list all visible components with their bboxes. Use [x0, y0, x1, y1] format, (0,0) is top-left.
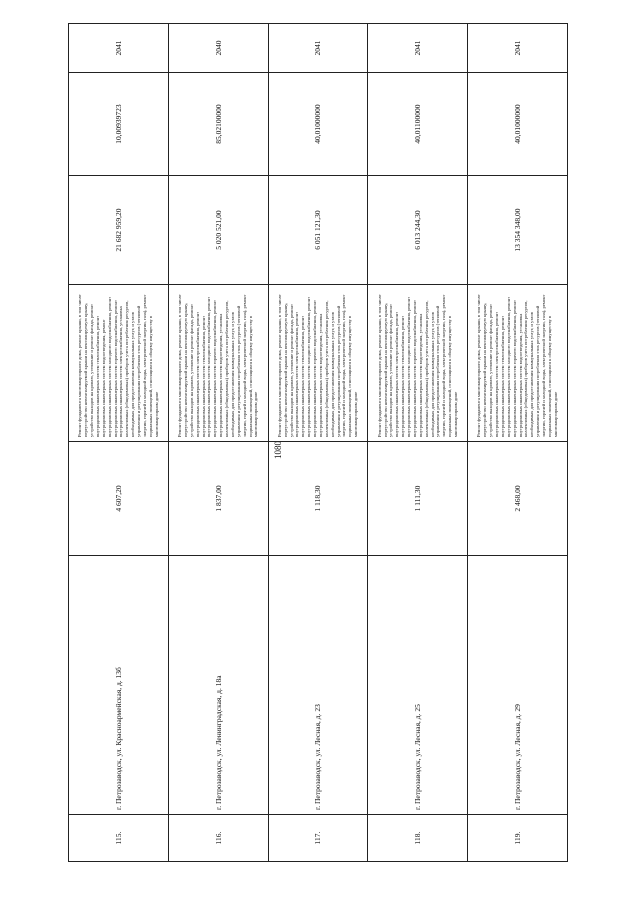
row-works: Ремонт фундамента многоквартирного дома, ремонт крыши, в том числе переустройство невентилируемой крыши на вентилируемую крышу, устройство выходов на кровлю, утепление и ремонт фасада, ремонт внутридомовых инженерных систем теплоснабжения, ремонт внутридомовых инженерных систем водоотведения, ремонт внутридомовых инженерных систем холодного водоснабжения, ремонт внутридомовых инженерных систем горячего водоснабжения, ремонт внутридомовых инженерных систем электроснабжения, установка коллективных (общедомовых) приборов учета потребления ресурсов, необходимых для предоставления коммунальных услуг, и узлов управления и регулирования потребления этих ресурсов (тепловой энергии, горячей и холодной воды, электрической энергии, газа), ремонт подвальных помещений, относящихся к общему имуществу в многоквартирном доме — [69, 285, 169, 442]
row-address: г. Петрозаводск, ул. Ленинградская, д. 18а — [168, 556, 268, 815]
table-row — [69, 24, 169, 862]
row-percent: 40,01100000 — [368, 73, 468, 176]
row-address: г. Петрозаводск, ул. Лесная, д. 29 — [468, 556, 568, 815]
row-year: 2041 — [69, 24, 169, 73]
row-works: Ремонт фундамента многоквартирного дома, ремонт крыши, в том числе переустройство невентилируемой крыши на вентилируемую крышу, устройство выходов на кровлю, утепление и ремонт фасада, ремонт внутридомовых инженерных систем электроснабжения, ремонт внутридомовых инженерных систем теплоснабжения, ремонт внутридомовых инженерных систем холодного водоснабжения, ремонт внутридомовых инженерных систем горячего водоснабжения, ремонт внутридомовых инженерных систем водоотведения, установка коллективных (общедомовых) приборов учета потребления ресурсов, необходимых для предоставления коммунальных услуг, и узлов управления и регулирования потребления этих ресурсов (тепловой энергии, горячей и холодной воды, электрической энергии, газа), ремонт подвальных помещений, относящихся к общему имуществу в многоквартирном доме — [468, 285, 568, 442]
row-works: Ремонт фундамента многоквартирного дома, ремонт крыши, в том числе переустройство невентилируемой крыши на вентилируемую крышу, устройство выходов на кровлю, утепление и ремонт фасада, ремонт внутридомовых инженерных систем электроснабжения, ремонт внутридомовых инженерных систем теплоснабжения, ремонт внутридомовых инженерных систем холодного водоснабжения, ремонт внутридомовых инженерных систем горячего водоснабжения, ремонт внутридомовых инженерных систем водоотведения, установка коллективных (общедомовых) приборов учета потребления ресурсов, необходимых для предоставления коммунальных услуг, и узлов управления и регулирования потребления этих ресурсов (тепловой энергии, горячей и холодной воды, электрической энергии, газа), ремонт подвальных помещений, относящихся к общему имуществу в многоквартирном доме — [268, 285, 368, 442]
row-area: 1 118,30 — [268, 442, 368, 556]
row-percent: 40,01000000 — [468, 73, 568, 176]
row-works: Ремонт фундамента многоквартирного дома, ремонт крыши, в том числе переустройство невентилируемой крыши на вентилируемую крышу, устройство выходов на кровлю, утепление и ремонт фасада, ремонт внутридомовых инженерных систем электроснабжения, ремонт внутридомовых инженерных систем теплоснабжения, ремонт внутридомовых инженерных систем холодного водоснабжения, ремонт внутридомовых инженерных систем горячего водоснабжения, ремонт внутридомовых инженерных систем водоотведения, установка коллективных (общедомовых) приборов учета потребления ресурсов, необходимых для предоставления коммунальных услуг, и узлов управления и регулирования потребления этих ресурсов (тепловой энергии, горячей и холодной воды, электрической энергии, газа), ремонт подвальных помещений, относящихся к общему имуществу в многоквартирном доме — [368, 285, 468, 442]
row-cost: 21 682 959,20 — [69, 176, 169, 285]
table-row — [368, 24, 468, 862]
page-number: 1080 — [273, 441, 283, 459]
row-area: 1 111,30 — [368, 442, 468, 556]
table-body — [69, 24, 568, 862]
table-row — [168, 24, 268, 862]
row-percent: 10,00939723 — [69, 73, 169, 176]
row-percent: 40,01000000 — [268, 73, 368, 176]
row-area: 1 837,00 — [168, 442, 268, 556]
row-year: 2041 — [368, 24, 468, 73]
row-number: 119. — [468, 815, 568, 862]
row-cost: 6 051 121,30 — [268, 176, 368, 285]
repair-program-table — [68, 23, 568, 862]
rotated-table-wrap — [68, 40, 568, 862]
row-percent: 85,02100000 — [168, 73, 268, 176]
row-number: 118. — [368, 815, 468, 862]
row-address: г. Петрозаводск, ул. Лесная, д. 25 — [368, 556, 468, 815]
table-row — [468, 24, 568, 862]
row-area: 4 607,20 — [69, 442, 169, 556]
row-address: г. Петрозаводск, ул. Красноармейская, д. 13б — [69, 556, 169, 815]
row-year: 2041 — [468, 24, 568, 73]
row-year: 2041 — [268, 24, 368, 73]
row-number: 115. — [69, 815, 169, 862]
row-year: 2040 — [168, 24, 268, 73]
row-cost: 13 354 348,00 — [468, 176, 568, 285]
row-area: 2 468,00 — [468, 442, 568, 556]
row-works: Ремонт фундамента многоквартирного дома, ремонт крыши, в том числе переустройство невентилируемой крыши на вентилируемую крышу, устройство выходов на кровлю, утепление и ремонт фасада, ремонт внутридомовых инженерных систем электроснабжения, ремонт внутридомовых инженерных систем теплоснабжения, ремонт внутридомовых инженерных систем холодного водоснабжения, ремонт внутридомовых инженерных систем горячего водоснабжения, ремонт внутридомовых инженерных систем водоотведения, установка коллективных (общедомовых) приборов учета потребления ресурсов, необходимых для предоставления коммунальных услуг, и узлов управления и регулирования потребления этих ресурсов (тепловой энергии, горячей и холодной воды, электрической энергии, газа), ремонт подвальных помещений, относящихся к общему имуществу в многоквартирном доме — [168, 285, 268, 442]
table-row — [268, 24, 368, 862]
row-address: г. Петрозаводск, ул. Лесная, д. 23 — [268, 556, 368, 815]
row-cost: 5 020 521,00 — [168, 176, 268, 285]
row-cost: 6 013 244,30 — [368, 176, 468, 285]
row-number: 117. — [268, 815, 368, 862]
row-number: 116. — [168, 815, 268, 862]
